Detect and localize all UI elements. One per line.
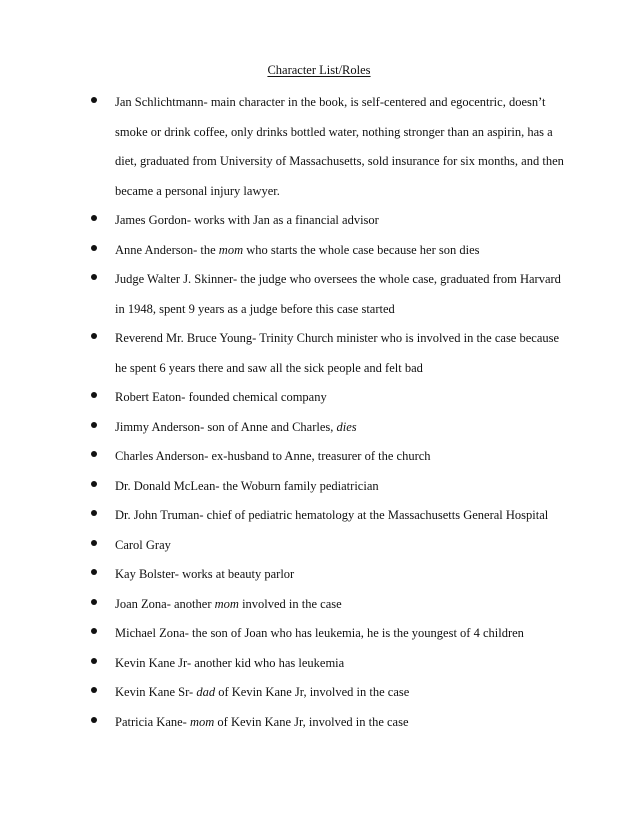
list-item-text: Patricia Kane- mom of Kevin Kane Jr, involved in the case	[115, 714, 409, 729]
bullet-icon	[91, 245, 97, 251]
list-item	[0, 678, 638, 708]
list-item	[0, 619, 638, 649]
emphasis-text: mom	[214, 596, 239, 611]
list-item-text: Anne Anderson- the mom who starts the whole case because her son dies	[115, 242, 480, 257]
bullet-icon	[91, 422, 97, 428]
bullet-icon	[91, 451, 97, 457]
bullet-icon	[91, 392, 97, 398]
emphasis-text: mom	[189, 714, 215, 729]
list-item	[0, 472, 638, 502]
bullet-icon	[91, 628, 97, 634]
list-item-text: became a personal injury lawyer.	[115, 183, 280, 198]
list-item-text: diet, graduated from University of Massachusetts, sold insurance for six months, and then	[115, 154, 564, 168]
list-item-text: Charles Anderson- ex-husband to Anne, treasurer of the church	[115, 449, 431, 463]
list-item-text: Jan Schlichtmann- main character in the book, is self-centered and egocentric, doesn’t	[115, 95, 546, 109]
list-item-text: Jimmy Anderson- son of Anne and Charles, dies	[115, 419, 357, 434]
bullet-icon	[91, 274, 97, 280]
list-item-text: Carol Gray	[115, 537, 171, 552]
list-item-text: Kevin Kane Jr- another kid who has leukemia	[115, 655, 345, 670]
list-item-text: Reverend Mr. Bruce Young- Trinity Church minister who is involved in the case because	[115, 331, 560, 345]
list-item-text: Robert Eaton- founded chemical company	[115, 390, 327, 404]
bullet-icon	[91, 599, 97, 605]
bullet-icon	[91, 687, 97, 693]
list-item	[0, 442, 638, 472]
bullet-icon	[91, 333, 97, 339]
bullet-icon	[91, 658, 97, 664]
list-item	[0, 324, 638, 383]
list-item	[0, 383, 638, 413]
list-item	[0, 206, 638, 236]
emphasis-text: dies	[336, 419, 357, 434]
list-item	[0, 501, 638, 531]
list-item	[0, 590, 638, 620]
list-item-text: James Gordon- works with Jan as a financial advisor	[115, 213, 379, 227]
list-item	[0, 649, 638, 679]
list-item-text: in 1948, spent 9 years as a judge before this case started	[115, 301, 395, 316]
list-item-text: Kevin Kane Sr- dad of Kevin Kane Jr, involved in the case	[115, 685, 410, 699]
bullet-icon	[91, 569, 97, 575]
list-item	[0, 236, 638, 266]
emphasis-text: mom	[218, 242, 244, 257]
list-item	[0, 88, 638, 206]
list-item-text: Kay Bolster- works at beauty parlor	[115, 567, 295, 581]
character-list	[0, 88, 638, 737]
list-item	[0, 531, 638, 561]
list-item-text: Judge Walter J. Skinner- the judge who oversees the whole case, graduated from Harvard	[115, 272, 561, 286]
list-item	[0, 560, 638, 590]
emphasis-text: dad	[196, 685, 216, 699]
list-item-text: he spent 6 years there and saw all the sick people and felt bad	[115, 360, 423, 375]
bullet-icon	[91, 540, 97, 546]
bullet-icon	[91, 215, 97, 221]
list-item	[0, 413, 638, 443]
bullet-icon	[91, 97, 97, 103]
list-item-text: Joan Zona- another mom involved in the case	[115, 596, 342, 611]
page-title: Character List/Roles	[267, 63, 371, 77]
bullet-icon	[91, 481, 97, 487]
list-item-text: smoke or drink coffee, only drinks bottled water, nothing stronger than an aspirin, has a	[115, 124, 553, 139]
list-item-text: Dr. John Truman- chief of pediatric hematology at the Massachusetts General Hospital	[115, 508, 549, 522]
bullet-icon	[91, 510, 97, 516]
list-item-text: Dr. Donald McLean- the Woburn family pediatrician	[115, 478, 379, 493]
list-item	[0, 265, 638, 324]
list-item	[0, 708, 638, 738]
list-item-text: Michael Zona- the son of Joan who has leukemia, he is the youngest of 4 children	[115, 626, 524, 640]
bullet-icon	[91, 717, 97, 723]
